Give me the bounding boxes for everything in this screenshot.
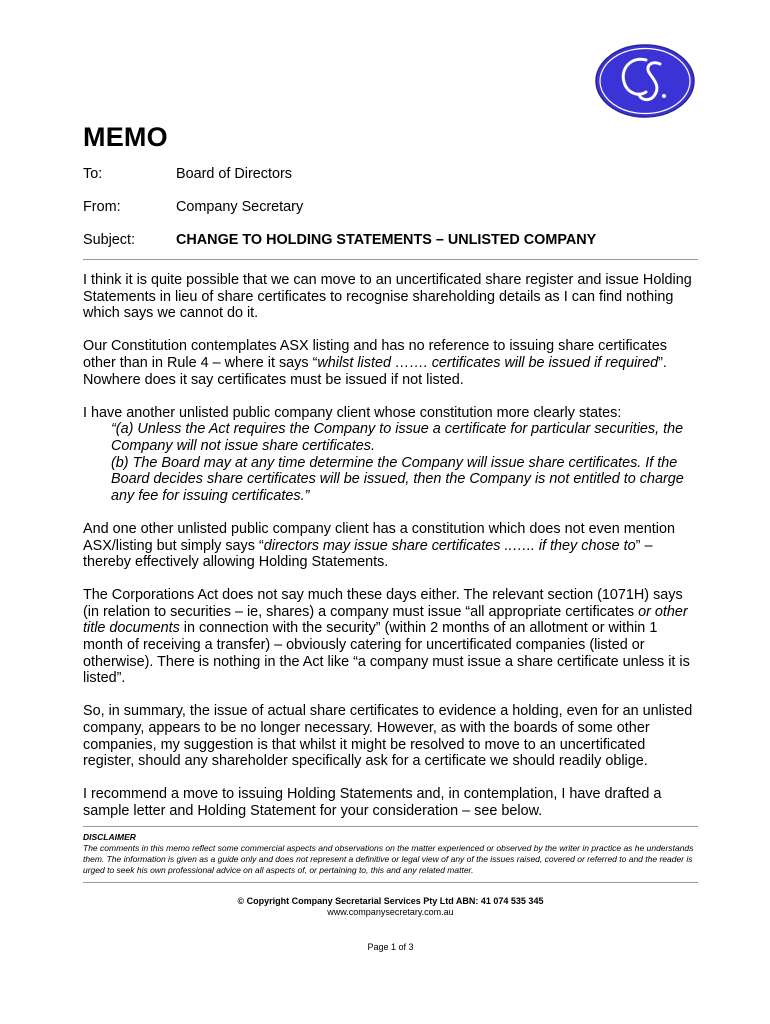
disclaimer-heading: DISCLAIMER — [83, 831, 136, 842]
to-row — [83, 166, 698, 183]
memo-title: MEMO — [83, 122, 168, 152]
disclaimer-divider — [83, 826, 698, 827]
paragraph-2-text-c: ”. Nowhere does it say certificates must be issued if not listed. — [83, 354, 667, 388]
to-value: Board of Directors — [176, 166, 292, 182]
paragraph-2-quote: whilst listed ……. certificates will be issued if required — [317, 354, 659, 371]
memo-content — [83, 122, 698, 953]
copyright-notice: © Copyright Company Secretarial Services Pty Ltd ABN: 41 074 535 345 — [237, 895, 544, 906]
disclaimer-text: The comments in this memo reflect some commercial aspects and observations on the matter experienced or observed by the writer in practice as he understands them. The information is given as a guide only and does not represent a definitive or legal view of any of the issues raised, covered or referred to and the reader is urged to seek his own professional advice on all aspects of, or pertaining to, this and any related matter. — [83, 842, 694, 875]
paragraph-6: So, in summary, the issue of actual share certificates to evidence a holding, even for an unlisted company, appears to be no longer necessary. However, as with the boards of some other companies, my suggestion is that whilst it might be resolved to move to an uncertificated register, should any shareholder specifically ask for a certificate we should readily oblige. — [83, 703, 693, 770]
header-divider — [83, 259, 698, 260]
paragraph-4-text-c: ” – thereby effectively allowing Holding Statements. — [83, 537, 653, 571]
from-value: Company Secretary — [176, 199, 304, 215]
page-number: Page 1 of 3 — [367, 941, 414, 952]
subject-value: CHANGE TO HOLDING STATEMENTS – UNLISTED COMPANY — [176, 232, 597, 248]
paragraph-7: I recommend a move to issuing Holding Statements and, in contemplation, I have drafted a sample letter and Holding Statement for your consideration – see below. — [83, 786, 662, 819]
paragraph-5-text-c: in connection with the security” (within 2 months of an allotment or within 1 month of receiving a transfer) – obviously catering for uncertificated companies (listed or otherwise). There is nothing in the Act like “a company must issue a share certificate unless it is listed”. — [83, 620, 690, 687]
from-label: From: — [83, 199, 121, 215]
constitution-quote-b: (b) The Board may at any time determine the Company will issue share certificates. If the Board decides share certificates will be issued, then the Company is not entitled to charge any fee for issuing certificates.” — [111, 454, 684, 504]
footer-divider — [83, 882, 698, 883]
to-label: To: — [83, 166, 103, 182]
from-row — [83, 199, 698, 216]
website-link[interactable]: www.companysecretary.com.au — [327, 907, 454, 918]
paragraph-4-quote: directors may issue share certificates ..….. if they chose to — [263, 537, 636, 554]
paragraph-4 — [83, 521, 698, 571]
constitution-quote — [83, 421, 698, 504]
paragraph-3-intro: I have another unlisted public company client whose constitution more clearly states: — [83, 404, 622, 421]
paragraph-1: I think it is quite possible that we can move to an uncertificated share register and issue Holding Statements in lieu of share certificates to recognise shareholding details as I can find nothing which says we cannot do it. — [83, 272, 692, 322]
subject-row — [83, 232, 698, 249]
disclaimer — [83, 832, 698, 876]
memo-body — [83, 272, 698, 820]
paragraph-5-text-a: The Corporations Act does not say much these days either. The relevant section (1071H) says (in relation to securities – ie, shares) a company must issue “all appropriate certificates — [83, 587, 683, 620]
constitution-quote-a: “(a) Unless the Act requires the Company to issue a certificate for particular securities, the Company will not issue share certificates. — [111, 421, 684, 454]
footer — [83, 887, 698, 954]
paragraph-2 — [83, 338, 698, 388]
subject-label: Subject: — [83, 232, 135, 248]
company-logo — [594, 42, 696, 120]
paragraph-5 — [83, 587, 698, 687]
paragraph-4-text-a: And one other unlisted public company client has a constitution which does not even mention ASX/listing but simply says “ — [83, 520, 675, 554]
paragraph-3 — [83, 405, 698, 505]
paragraph-2-text-a: Our Constitution contemplates ASX listing and has no reference to issuing share certificates other than in Rule 4 – where it says “ — [83, 338, 667, 371]
paragraph-5-italic: or other title documents — [83, 603, 688, 637]
